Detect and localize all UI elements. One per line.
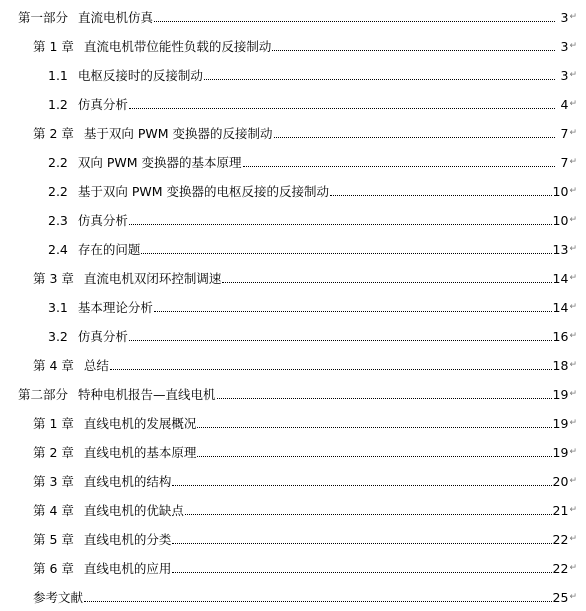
entry-number: 第 3 章 (33, 271, 74, 286)
dot-leader (204, 79, 556, 80)
dot-leader (129, 224, 552, 225)
paragraph-mark-icon: ↵ (569, 302, 577, 312)
entry-number: 1.2 (48, 97, 68, 112)
dot-leader (172, 485, 551, 486)
entry-title: 基于双向 PWM 变换器的反接制动 (83, 126, 273, 141)
paragraph-mark-icon: ↵ (569, 331, 577, 341)
entry-title: 参考文献 (33, 590, 84, 605)
paragraph-mark-icon: ↵ (569, 273, 577, 283)
paragraph-mark-icon: ↵ (569, 157, 577, 167)
entry-title: 存在的问题 (77, 242, 141, 257)
toc-entry[interactable] (48, 92, 577, 112)
entry-page-number: 22 (552, 532, 569, 547)
paragraph-mark-icon: ↵ (569, 389, 577, 399)
toc-entry[interactable] (48, 150, 577, 170)
entry-page-number: 10 (552, 184, 569, 199)
entry-number: 第 1 章 (33, 416, 74, 431)
dot-leader (272, 50, 555, 51)
dot-leader (129, 340, 552, 341)
toc-entry[interactable] (33, 121, 577, 141)
entry-page-number: 3 (560, 39, 569, 54)
entry-number: 第 4 章 (33, 503, 74, 518)
toc-entry[interactable] (33, 353, 577, 373)
entry-page-number: 4 (560, 97, 569, 112)
entry-title: 基于双向 PWM 变换器的电枢反接的反接制动 (77, 184, 330, 199)
entry-page-number: 7 (560, 126, 569, 141)
entry-number: 1.1 (48, 68, 68, 83)
toc-entry[interactable] (33, 34, 577, 54)
entry-page-number: 7 (560, 155, 569, 170)
toc-entry[interactable] (33, 527, 577, 547)
toc-entry[interactable] (33, 585, 577, 605)
dot-leader (197, 456, 551, 457)
entry-title: 特种电机报告—直线电机 (78, 387, 216, 402)
toc-entry[interactable] (48, 237, 577, 257)
paragraph-mark-icon: ↵ (569, 244, 577, 254)
toc-entry[interactable] (33, 469, 577, 489)
entry-number: 第 6 章 (33, 561, 74, 576)
paragraph-mark-icon: ↵ (569, 418, 577, 428)
entry-number: 2.2 (48, 155, 68, 170)
entry-number: 3.2 (48, 329, 68, 344)
entry-number: 第 2 章 (33, 126, 74, 141)
entry-page-number: 19 (552, 387, 569, 402)
toc-entry[interactable] (33, 440, 577, 460)
entry-number: 第 4 章 (33, 358, 74, 373)
entry-title: 总结 (83, 358, 109, 373)
entry-number: 2.4 (48, 242, 68, 257)
entry-title: 直线电机的优缺点 (83, 503, 184, 518)
entry-title: 直流电机仿真 (78, 10, 154, 25)
entry-title: 直线电机的应用 (83, 561, 172, 576)
entry-page-number: 16 (552, 329, 569, 344)
paragraph-mark-icon: ↵ (569, 592, 577, 602)
entry-page-number: 19 (552, 416, 569, 431)
entry-page-number: 22 (552, 561, 569, 576)
dot-leader (222, 282, 551, 283)
toc-entry[interactable] (18, 382, 577, 402)
paragraph-mark-icon: ↵ (569, 12, 577, 22)
toc-entry[interactable] (48, 63, 577, 83)
dot-leader (172, 572, 551, 573)
paragraph-mark-icon: ↵ (569, 186, 577, 196)
toc-entry[interactable] (33, 411, 577, 431)
entry-title: 直线电机的发展概况 (83, 416, 197, 431)
entry-number: 第 5 章 (33, 532, 74, 547)
entry-title: 直线电机的分类 (83, 532, 172, 547)
paragraph-mark-icon: ↵ (569, 476, 577, 486)
entry-page-number: 10 (552, 213, 569, 228)
toc-entry[interactable] (48, 295, 577, 315)
entry-page-number: 3 (560, 10, 569, 25)
entry-title: 直流电机双闭环控制调速 (83, 271, 222, 286)
entry-title: 直线电机的结构 (83, 474, 172, 489)
dot-leader (84, 601, 552, 602)
entry-title: 仿真分析 (77, 329, 128, 344)
entry-number: 第二部分 (18, 387, 69, 402)
entry-title: 直流电机带位能性负载的反接制动 (83, 39, 272, 54)
dot-leader (243, 166, 556, 167)
paragraph-mark-icon: ↵ (569, 70, 577, 80)
paragraph-mark-icon: ↵ (569, 447, 577, 457)
entry-title: 双向 PWM 变换器的基本原理 (77, 155, 242, 170)
entry-page-number: 3 (560, 68, 569, 83)
entry-number: 2.3 (48, 213, 68, 228)
paragraph-mark-icon: ↵ (569, 99, 577, 109)
dot-leader (172, 543, 551, 544)
entry-page-number: 20 (552, 474, 569, 489)
paragraph-mark-icon: ↵ (569, 360, 577, 370)
entry-page-number: 13 (552, 242, 569, 257)
dot-leader (129, 108, 556, 109)
dot-leader (197, 427, 551, 428)
entry-number: 第一部分 (18, 10, 69, 25)
toc-entry[interactable] (48, 324, 577, 344)
entry-title: 仿真分析 (77, 213, 128, 228)
entry-page-number: 14 (552, 271, 569, 286)
entry-page-number: 21 (552, 503, 569, 518)
entry-title: 仿真分析 (77, 97, 128, 112)
dot-leader (330, 195, 552, 196)
entry-title: 电枢反接时的反接制动 (77, 68, 203, 83)
entry-title: 直线电机的基本原理 (83, 445, 197, 460)
entry-number: 第 3 章 (33, 474, 74, 489)
entry-page-number: 19 (552, 445, 569, 460)
dot-leader (141, 253, 551, 254)
dot-leader (217, 398, 552, 399)
toc-entry[interactable] (33, 556, 577, 576)
dot-leader (185, 514, 552, 515)
entry-number: 第 1 章 (33, 39, 74, 54)
entry-number: 第 2 章 (33, 445, 74, 460)
entry-page-number: 14 (552, 300, 569, 315)
entry-title: 基本理论分析 (77, 300, 153, 315)
toc-entry[interactable] (48, 208, 577, 228)
paragraph-mark-icon: ↵ (569, 534, 577, 544)
toc-entry[interactable] (33, 498, 577, 518)
dot-leader (110, 369, 552, 370)
entry-page-number: 18 (552, 358, 569, 373)
paragraph-mark-icon: ↵ (569, 41, 577, 51)
toc-entry[interactable] (18, 5, 577, 25)
dot-leader (154, 311, 552, 312)
entry-number: 2.2 (48, 184, 68, 199)
entry-page-number: 25 (552, 590, 569, 605)
dot-leader (154, 21, 555, 22)
paragraph-mark-icon: ↵ (569, 215, 577, 225)
paragraph-mark-icon: ↵ (569, 505, 577, 515)
toc-entry[interactable] (33, 266, 577, 286)
paragraph-mark-icon: ↵ (569, 563, 577, 573)
entry-number: 3.1 (48, 300, 68, 315)
dot-leader (274, 137, 556, 138)
paragraph-mark-icon: ↵ (569, 128, 577, 138)
toc-entry[interactable] (48, 179, 577, 199)
